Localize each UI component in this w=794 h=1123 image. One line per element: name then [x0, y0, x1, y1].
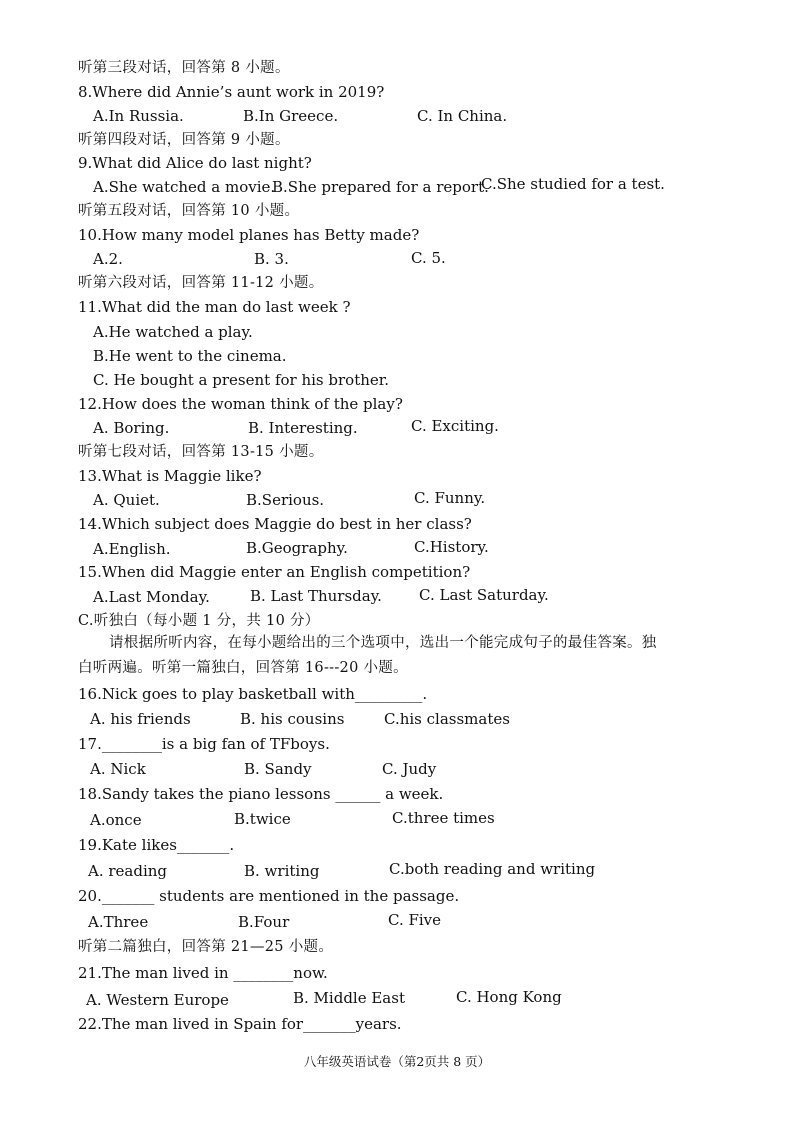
question-21: 21.The man lived in ________now. — [78, 964, 328, 982]
q8-option-c: C. In China. — [417, 107, 508, 125]
question-8: 8.Where did Annie’s aunt work in 2019? — [78, 83, 385, 101]
q10-option-a: A.2. — [93, 250, 123, 268]
question-15: 15.When did Maggie enter an English competition? — [78, 563, 471, 581]
q15-option-c: C. Last Saturday. — [419, 586, 549, 604]
q13-option-a: A. Quiet. — [93, 491, 160, 509]
question-14: 14.Which subject does Maggie do best in her class? — [78, 515, 472, 533]
q10-option-c: C. 5. — [411, 249, 446, 267]
q21-option-a: A. Western Europe — [86, 991, 229, 1009]
q19-option-a: A. reading — [88, 862, 168, 880]
q14-option-b: B.Geography. — [246, 539, 348, 557]
question-18: 18.Sandy takes the piano lessons ______ a week. — [78, 785, 444, 803]
q17-option-a: A. Nick — [90, 760, 146, 778]
q9-option-b: B.She prepared for a report. — [272, 178, 489, 196]
q18-option-a: A.once — [90, 811, 142, 829]
section-heading: 听第七段对话，回答第 13-15 小题。 — [78, 444, 324, 460]
q12-option-c: C. Exciting. — [411, 417, 499, 435]
question-20: 20._______ students are mentioned in the passage. — [78, 887, 460, 905]
q14-option-a: A.English. — [93, 540, 171, 558]
q16-option-a: A. his friends — [90, 710, 191, 728]
q15-option-a: A.Last Monday. — [93, 588, 210, 606]
section-heading: 听第三段对话，回答第 8 小题。 — [78, 60, 290, 76]
q9-option-a: A.She watched a movie. — [93, 178, 276, 196]
q11-option-c: C. He bought a present for his brother. — [93, 371, 390, 389]
q18-option-c: C.three times — [392, 809, 495, 827]
q13-option-c: C. Funny. — [414, 489, 486, 507]
instructions-line-1: 请根据所听内容，在每小题给出的三个选项中，选出一个能完成句子的最佳答案。独 — [109, 635, 657, 651]
section-heading: 听第四段对话，回答第 9 小题。 — [78, 132, 290, 148]
q11-option-a: A.He watched a play. — [93, 323, 253, 341]
q19-option-b: B. writing — [244, 862, 320, 880]
q8-option-b: B.In Greece. — [243, 107, 339, 125]
page-footer: 八年级英语试卷（第2页共 8 页） — [303, 1054, 491, 1069]
question-13: 13.What is Maggie like? — [78, 467, 262, 485]
q10-option-b: B. 3. — [254, 250, 289, 268]
q18-option-b: B.twice — [234, 810, 291, 828]
question-22: 22.The man lived in Spain for_______years. — [78, 1015, 402, 1033]
q19-option-c: C.both reading and writing — [389, 860, 596, 878]
question-16: 16.Nick goes to play basketball with_________. — [78, 685, 428, 703]
section-heading: 听第二篇独白，回答第 21—25 小题。 — [78, 939, 334, 955]
q9-option-c: C.She studied for a test. — [481, 175, 665, 193]
section-heading: 听第六段对话，回答第 11-12 小题。 — [78, 275, 324, 291]
q16-option-c: C.his classmates — [384, 710, 510, 728]
question-9: 9.What did Alice do last night? — [78, 154, 312, 172]
question-17: 17.________is a big fan of TFboys. — [78, 735, 330, 753]
question-10: 10.How many model planes has Betty made? — [78, 226, 420, 244]
q20-option-b: B.Four — [238, 913, 290, 931]
q14-option-c: C.History. — [414, 538, 489, 556]
q21-option-b: B. Middle East — [293, 989, 405, 1007]
q17-option-b: B. Sandy — [244, 760, 312, 778]
q17-option-c: C. Judy — [382, 760, 437, 778]
q20-option-c: C. Five — [388, 911, 442, 929]
q11-option-b: B.He went to the cinema. — [93, 347, 287, 365]
section-heading: 听第五段对话，回答第 10 小题。 — [78, 203, 300, 219]
question-12: 12.How does the woman think of the play? — [78, 395, 403, 413]
q13-option-b: B.Serious. — [246, 491, 325, 509]
q21-option-c: C. Hong Kong — [456, 988, 562, 1006]
q16-option-b: B. his cousins — [240, 710, 345, 728]
q20-option-a: A.Three — [88, 913, 149, 931]
q12-option-b: B. Interesting. — [248, 419, 358, 437]
part-c-heading: C.听独白（每小题 1 分，共 10 分） — [78, 613, 320, 629]
q8-option-a: A.In Russia. — [93, 107, 184, 125]
question-11: 11.What did the man do last week ? — [78, 298, 351, 316]
question-19: 19.Kate likes_______. — [78, 836, 235, 854]
instructions-line-2: 白听两遍。听第一篇独白，回答第 16---20 小题。 — [78, 660, 408, 676]
q12-option-a: A. Boring. — [93, 419, 170, 437]
q15-option-b: B. Last Thursday. — [250, 587, 382, 605]
